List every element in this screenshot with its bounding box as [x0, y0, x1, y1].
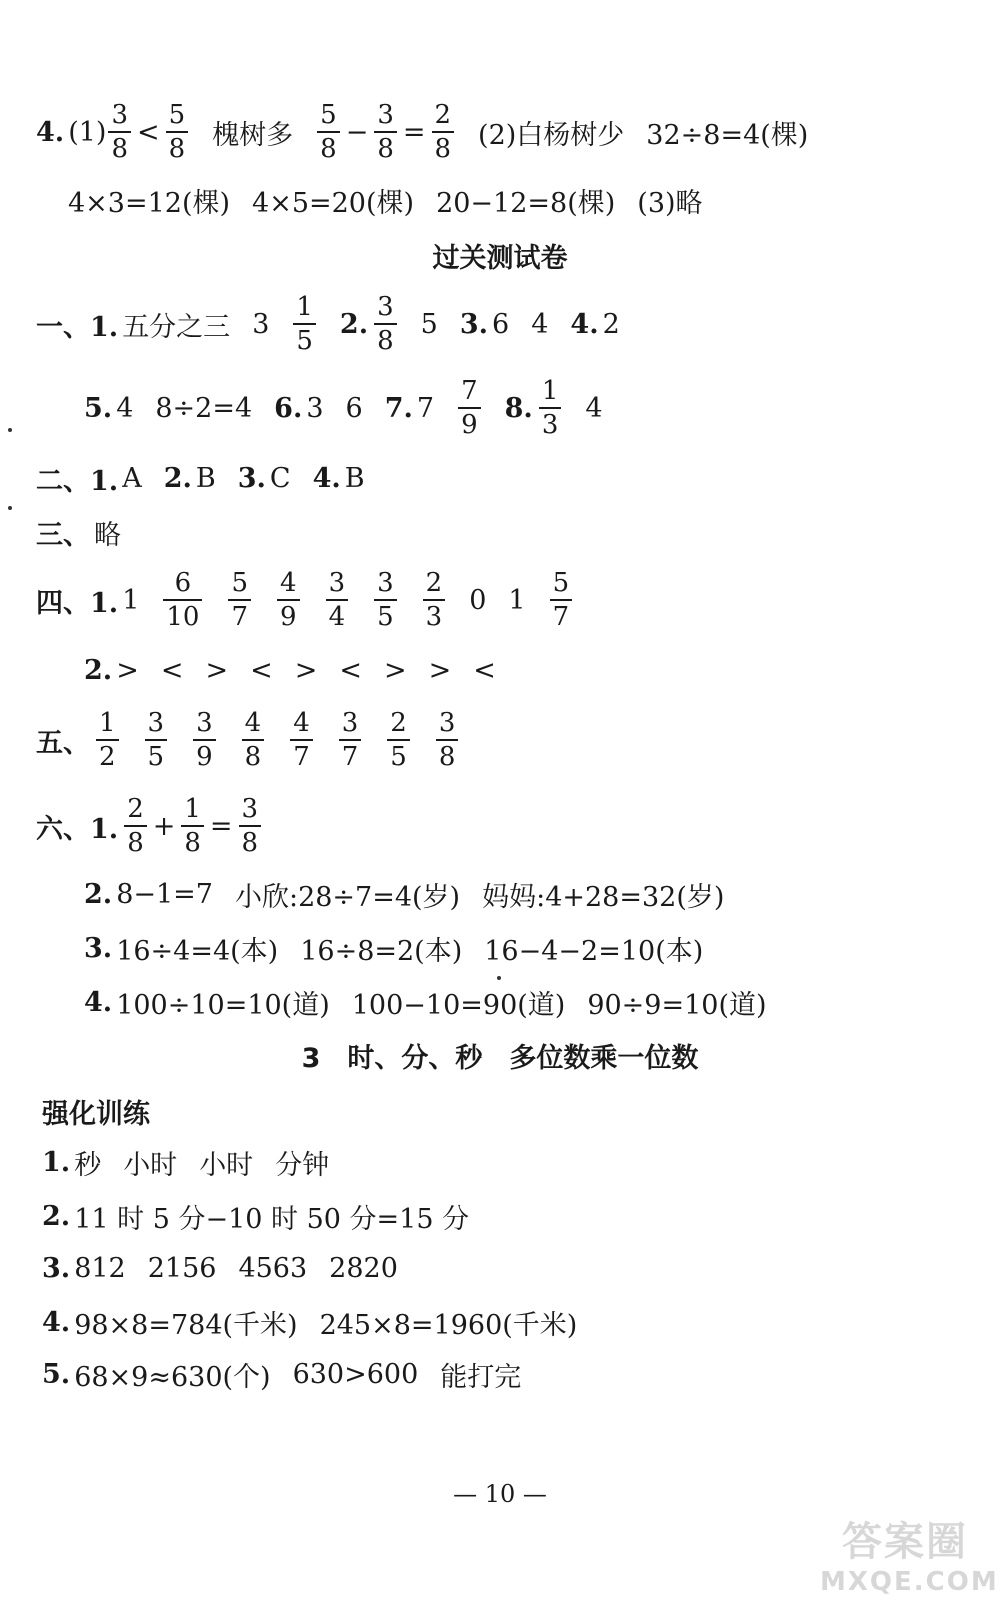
fraction-numerator: 3 [147, 708, 165, 738]
answer-item [36, 102, 190, 162]
answer-item [337, 710, 364, 770]
answer-text: 16÷4=4(本) [116, 935, 279, 967]
fraction-denominator: 9 [277, 599, 300, 630]
answer-line [42, 1132, 329, 1192]
answer-text: (1) [68, 116, 107, 148]
answer-line [84, 378, 603, 438]
fraction [550, 570, 573, 630]
answer-item [84, 655, 139, 686]
fraction [124, 796, 147, 856]
answer-text: 630>600 [292, 1358, 419, 1390]
fraction-denominator: 8 [242, 739, 265, 770]
answer-line [84, 640, 496, 700]
fraction [436, 710, 459, 770]
answer-item [205, 655, 228, 686]
answer-item [320, 1303, 578, 1342]
fraction [326, 570, 349, 630]
answer-text: 槐树多 [212, 119, 294, 151]
answer-line [36, 502, 121, 562]
question-label: 二、1. [36, 465, 119, 497]
fraction-denominator: 7 [228, 599, 251, 630]
fraction-denominator: 8 [317, 131, 340, 162]
answer-item [84, 879, 213, 910]
answer-item [275, 1143, 329, 1182]
answer-text: 20−12=8(棵) [436, 187, 616, 219]
fraction-denominator: 7 [290, 739, 313, 770]
answer-text: > [428, 654, 452, 686]
question-label: 4. [312, 462, 341, 494]
answer-item [42, 1303, 298, 1342]
fraction-denominator: 2 [96, 739, 119, 770]
answer-text: 6 [345, 392, 363, 424]
fraction-denominator: 8 [124, 825, 147, 856]
answer-text: 2156 [147, 1252, 217, 1284]
math-symbol: = [402, 116, 426, 148]
answer-text: 1 [122, 584, 140, 616]
question-label: 1. [42, 1146, 71, 1178]
answer-item [161, 570, 204, 630]
answer-item [505, 378, 564, 438]
answer-item [36, 710, 121, 770]
subsection-heading-training: 强化训练 [42, 1099, 150, 1130]
answer-line [42, 1186, 469, 1246]
answer-text: 8−1=7 [116, 878, 213, 910]
fraction-numerator: 3 [377, 100, 394, 130]
answer-text: 100÷10=10(道) [116, 989, 330, 1021]
answer-item [585, 393, 602, 424]
answer-item [291, 294, 318, 354]
answer-item [508, 585, 525, 616]
answer-text: < [473, 654, 496, 686]
answer-line [84, 918, 703, 978]
fraction [145, 710, 168, 770]
fraction [193, 710, 216, 770]
fraction [374, 570, 397, 630]
answer-text: 4563 [238, 1252, 308, 1284]
answer-text: 小欣:28÷7=4(岁) [234, 881, 461, 913]
margin-dot [8, 506, 12, 510]
watermark-text: 答案圈 [842, 1519, 968, 1565]
answer-item [385, 393, 434, 424]
answer-item [482, 875, 724, 914]
answer-item [429, 655, 452, 686]
answer-item [199, 1143, 253, 1182]
fraction [387, 710, 410, 770]
fraction [277, 570, 300, 630]
question-label: 5. [42, 1358, 71, 1390]
answer-text: 3 [306, 392, 324, 424]
fraction-denominator: 9 [458, 407, 481, 438]
answer-item [434, 710, 461, 770]
answer-item [68, 181, 230, 220]
section-heading-test: 过关测试卷 [432, 243, 568, 274]
answer-text: 小时 [123, 1149, 178, 1181]
answer-text: 4×5=20(棵) [252, 187, 415, 219]
fraction-numerator: 2 [127, 794, 144, 824]
answer-item [36, 305, 230, 344]
fraction-numerator: 2 [425, 568, 443, 598]
answer-text: > [116, 654, 139, 686]
answer-item [587, 983, 766, 1022]
answer-text: 略 [94, 519, 121, 551]
fraction-denominator: 5 [145, 739, 168, 770]
answer-item [484, 929, 703, 968]
answer-text: 4 [585, 392, 603, 424]
watermark-logo [820, 1510, 999, 1597]
question-label: 3. [237, 462, 266, 494]
question-label: 7. [384, 392, 413, 424]
fraction-numerator: 7 [461, 376, 478, 406]
question-label: 3. [42, 1252, 71, 1284]
answer-text: 7 [416, 392, 435, 424]
answer-item [252, 181, 414, 220]
fraction-denominator: 4 [326, 599, 349, 630]
math-symbol: < [136, 116, 160, 148]
fraction [163, 570, 202, 630]
answer-text: 妈妈:4+28=32(岁) [482, 881, 725, 913]
answer-text: > [294, 654, 318, 686]
answer-item [460, 309, 509, 340]
question-label: 5. [84, 392, 113, 424]
answer-item [252, 309, 269, 340]
answer-text: (2)白杨树少 [478, 119, 625, 151]
answer-text: 小时 [199, 1149, 254, 1181]
answer-text: 能打完 [440, 1361, 522, 1393]
answer-item [421, 309, 438, 340]
answer-item [313, 463, 365, 494]
fraction-denominator: 10 [163, 599, 202, 630]
chapter-heading: 3 时、分、秒 多位数乘一位数 [301, 1043, 699, 1074]
answer-text: 245×8=1960(千米) [319, 1309, 578, 1341]
answer-item [226, 570, 253, 630]
fraction-numerator: 4 [244, 708, 262, 738]
answer-item [143, 710, 170, 770]
fraction-numerator: 2 [390, 708, 407, 738]
fraction-denominator: 7 [550, 599, 573, 630]
answer-item [275, 570, 302, 630]
fraction-denominator: 7 [339, 739, 362, 770]
answer-text: 16÷8=2(本) [300, 935, 463, 967]
answer-item [155, 393, 252, 424]
fraction [539, 378, 562, 438]
question-label: 3. [84, 932, 113, 964]
fraction-denominator: 3 [423, 599, 446, 630]
answer-text: > [383, 654, 407, 686]
answer-text: 3 [252, 308, 270, 340]
answer-line [68, 170, 703, 230]
answer-line [36, 570, 574, 630]
answer-text: 68×9≈630(个) [74, 1361, 271, 1393]
fraction-numerator: 1 [99, 708, 116, 738]
question-label: 三、 [36, 519, 90, 551]
answer-text: 4 [116, 392, 134, 424]
answer-item [212, 113, 293, 152]
answer-item [148, 1253, 217, 1284]
answer-text: 812 [74, 1252, 126, 1284]
answer-item [164, 463, 216, 494]
answer-text: < [160, 654, 184, 686]
question-label: 8. [504, 392, 533, 424]
question-label: 4. [84, 986, 113, 1018]
fraction-numerator: 3 [241, 794, 259, 824]
fraction-numerator: 1 [184, 794, 201, 824]
fraction-numerator: 3 [341, 708, 359, 738]
question-label: 4. [42, 1306, 71, 1338]
answer-item [36, 581, 139, 620]
answer-line [36, 448, 365, 508]
answer-item [469, 585, 486, 616]
fraction-numerator: 3 [196, 708, 213, 738]
fraction [290, 710, 313, 770]
answer-item [436, 181, 615, 220]
answer-text: 5 [420, 308, 438, 340]
fraction [339, 710, 362, 770]
answer-text: 16−4−2=10(本) [484, 935, 704, 967]
answer-item [42, 1197, 469, 1236]
answer-item [384, 655, 407, 686]
question-label: 2. [339, 308, 369, 340]
fraction [181, 796, 204, 856]
answer-item [36, 796, 263, 856]
question-label: 2. [163, 462, 192, 494]
margin-dot [8, 428, 12, 432]
answer-item [274, 393, 323, 424]
answer-text: 32÷8=4(棵) [646, 119, 809, 151]
answer-item [123, 1143, 177, 1182]
fraction-denominator: 8 [374, 323, 397, 354]
fraction-denominator: 8 [239, 825, 262, 856]
answer-item [531, 309, 548, 340]
fraction-denominator: 5 [374, 599, 397, 630]
fraction-numerator: 5 [231, 568, 249, 598]
fraction-denominator: 8 [432, 131, 455, 162]
answer-line [36, 294, 620, 354]
answer-text: (3)略 [637, 187, 703, 219]
fraction-denominator: 5 [387, 739, 410, 770]
answer-item [250, 655, 273, 686]
answer-item [36, 459, 142, 498]
answer-item [84, 983, 330, 1022]
answer-item [238, 463, 291, 494]
fraction [166, 102, 189, 162]
fraction-numerator: 3 [438, 708, 456, 738]
answer-line [42, 1238, 398, 1298]
fraction-denominator: 9 [193, 739, 216, 770]
fraction-numerator: 1 [541, 376, 559, 406]
fraction-denominator: 5 [293, 323, 316, 354]
answer-text: A [122, 462, 142, 494]
answer-item [293, 1359, 419, 1390]
answer-text: 2 [602, 308, 620, 340]
question-label: 6. [274, 392, 303, 424]
question-label: 四、1. [36, 587, 119, 619]
answer-item [42, 1253, 126, 1284]
answer-line [84, 972, 767, 1032]
fraction-numerator: 3 [377, 568, 394, 598]
fraction-denominator: 8 [436, 739, 459, 770]
watermark-url: MXQE.COM [820, 1567, 999, 1597]
answer-text: 100−10=90(道) [351, 989, 566, 1021]
question-label: 2. [84, 654, 113, 686]
math-symbol: + [152, 810, 176, 842]
answer-line [84, 864, 724, 924]
fraction-numerator: 3 [111, 100, 128, 130]
answer-line [36, 796, 263, 856]
fraction-numerator: 6 [174, 568, 192, 598]
question-label: 4. [570, 308, 599, 340]
answer-item [240, 710, 267, 770]
fraction [228, 570, 251, 630]
answer-item [456, 378, 483, 438]
answer-item [346, 393, 363, 424]
math-symbol: = [209, 810, 233, 842]
answer-item [161, 655, 184, 686]
fraction-numerator: 5 [552, 568, 570, 598]
answer-text: 6 [492, 308, 510, 340]
fraction-denominator: 8 [166, 131, 189, 162]
fraction-denominator: 3 [539, 407, 562, 438]
answer-text: 4 [531, 308, 549, 340]
fraction [423, 570, 446, 630]
fraction [317, 102, 340, 162]
page-number: — 10 — [453, 1480, 547, 1508]
answer-item [473, 655, 496, 686]
answer-item [84, 393, 133, 424]
answer-text: 0 [469, 584, 487, 616]
answer-text: > [205, 654, 229, 686]
answer-text: C [269, 462, 291, 494]
answer-item [352, 983, 566, 1022]
fraction [96, 710, 119, 770]
answer-item [421, 570, 448, 630]
question-label: 2. [84, 878, 113, 910]
fraction [108, 102, 131, 162]
answer-item [315, 102, 456, 162]
answer-text: < [339, 654, 362, 686]
answer-text: B [344, 462, 365, 494]
fraction [242, 710, 265, 770]
fraction-numerator: 4 [293, 708, 310, 738]
answer-text: 4×3=12(棵) [68, 187, 231, 219]
answer-item [548, 570, 575, 630]
fraction-numerator: 3 [328, 568, 346, 598]
question-label: 五、 [36, 727, 90, 759]
question-label: 4. [36, 116, 65, 148]
fraction [239, 796, 262, 856]
answer-item [42, 1143, 101, 1182]
answer-text: < [250, 654, 273, 686]
answer-item [84, 929, 278, 968]
answer-text: 秒 [74, 1149, 102, 1181]
answer-item [191, 710, 218, 770]
fraction-numerator: 1 [296, 292, 313, 322]
answer-item [385, 710, 412, 770]
answer-text: 2820 [329, 1252, 398, 1284]
answer-item [324, 570, 351, 630]
answer-item [372, 570, 399, 630]
fraction-numerator: 5 [320, 100, 337, 130]
answer-text: B [195, 462, 216, 494]
answer-item [339, 655, 362, 686]
answer-line [42, 1292, 577, 1352]
answer-item [329, 1253, 398, 1284]
question-label: 一、1. [36, 311, 119, 343]
fraction-denominator: 8 [181, 825, 204, 856]
answer-item [238, 1253, 307, 1284]
fraction [458, 378, 481, 438]
answer-text: 11 时 5 分−10 时 50 分=15 分 [74, 1203, 470, 1235]
question-label: 六、1. [36, 813, 119, 845]
answer-item [300, 929, 462, 968]
question-label: 3. [459, 308, 489, 340]
stray-dot [497, 976, 501, 980]
answer-line [42, 1344, 521, 1404]
answer-text: 90÷9=10(道) [587, 989, 767, 1021]
answer-item [36, 513, 121, 552]
answer-text: 五分之三 [122, 311, 231, 343]
answer-item [235, 875, 460, 914]
fraction-denominator: 8 [374, 131, 397, 162]
answer-item [478, 113, 624, 152]
fraction [374, 294, 397, 354]
answer-text: 8÷2=4 [155, 392, 253, 424]
fraction [432, 102, 455, 162]
fraction-numerator: 2 [434, 100, 452, 130]
fraction-numerator: 5 [168, 100, 186, 130]
answer-text: 1 [508, 584, 526, 616]
fraction [293, 294, 316, 354]
answer-item [440, 1355, 521, 1394]
question-label: 2. [42, 1200, 71, 1232]
math-symbol: − [345, 116, 369, 148]
answer-item [646, 113, 808, 152]
fraction-numerator: 3 [377, 292, 394, 322]
answer-item [637, 181, 702, 220]
answer-item [340, 294, 399, 354]
answer-item [570, 309, 619, 340]
answer-text: 98×8=784(千米) [74, 1309, 298, 1341]
fraction-denominator: 8 [108, 131, 131, 162]
answer-line [36, 102, 808, 162]
answer-item [288, 710, 315, 770]
fraction-numerator: 4 [280, 568, 297, 598]
answer-text: 分钟 [275, 1149, 330, 1181]
answer-line [36, 710, 460, 770]
fraction [374, 102, 397, 162]
answer-item [42, 1355, 271, 1394]
answer-item [295, 655, 318, 686]
